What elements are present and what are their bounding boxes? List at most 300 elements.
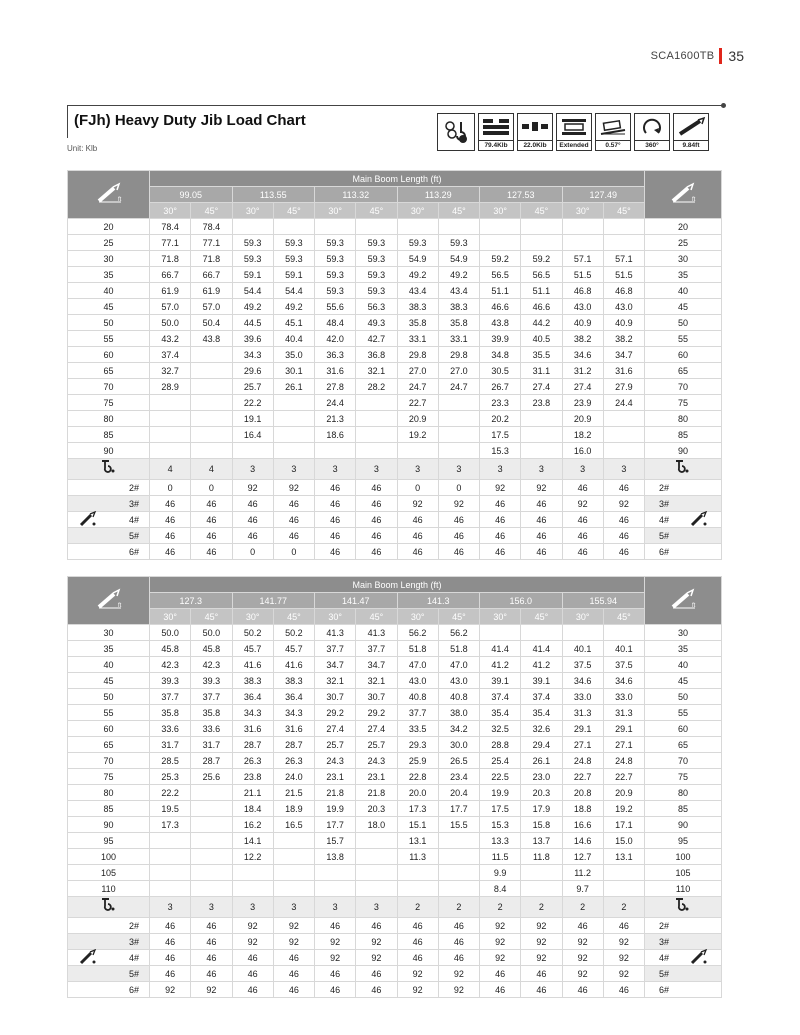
radius-cell: 105 [645, 865, 722, 881]
load-cell [521, 881, 562, 897]
load-cell [232, 443, 273, 459]
table-row [68, 379, 722, 395]
load-cell: 27.0 [438, 363, 479, 379]
load-cell: 59.3 [273, 251, 314, 267]
table-row [68, 427, 722, 443]
jib-section-cell: 92 [480, 950, 521, 966]
jib-section-cell: 46 [521, 496, 562, 512]
load-cell: 59.3 [356, 267, 397, 283]
load-cell: 38.3 [273, 673, 314, 689]
jib-section-cell: 46 [521, 544, 562, 560]
load-cell: 22.7 [562, 769, 603, 785]
jib-section-cell: 46 [191, 512, 232, 528]
radius-cell: 55 [645, 705, 722, 721]
jib-section-cell: 46 [232, 982, 273, 998]
load-cell: 37.7 [150, 689, 191, 705]
load-cell: 14.6 [562, 833, 603, 849]
jib-section-cell: 46 [191, 934, 232, 950]
table-row [68, 689, 722, 705]
load-cell: 43.4 [438, 283, 479, 299]
load-cell [191, 801, 232, 817]
load-cell: 31.7 [150, 737, 191, 753]
jib-section-cell: 46 [521, 982, 562, 998]
table-row [68, 753, 722, 769]
load-cell: 47.0 [438, 657, 479, 673]
load-cell: 33.6 [150, 721, 191, 737]
load-cell [356, 865, 397, 881]
load-cell: 15.8 [521, 817, 562, 833]
radius-cell: 25 [68, 235, 150, 251]
jib-angle-header: 45° [603, 609, 644, 625]
load-cell: 24.4 [315, 395, 356, 411]
jib-section-cell: 92 [480, 918, 521, 934]
falls-cell: 3 [150, 897, 191, 918]
jib-section-cell: 0 [397, 480, 438, 496]
load-cell: 61.9 [191, 283, 232, 299]
radius-cell: 50 [68, 315, 150, 331]
load-cell [315, 881, 356, 897]
load-cell: 43.0 [603, 299, 644, 315]
load-cell: 18.0 [356, 817, 397, 833]
load-cell: 18.2 [562, 427, 603, 443]
load-cell: 25.7 [315, 737, 356, 753]
load-cell [273, 219, 314, 235]
jib-angle-header: 30° [315, 203, 356, 219]
load-cell [315, 865, 356, 881]
load-cell: 25.4 [480, 753, 521, 769]
load-cell [356, 833, 397, 849]
load-cell: 45.7 [232, 641, 273, 657]
load-cell: 45.1 [273, 315, 314, 331]
load-cell: 37.4 [480, 689, 521, 705]
load-cell: 28.5 [150, 753, 191, 769]
table-row [68, 721, 722, 737]
load-cell [273, 411, 314, 427]
load-cell: 33.0 [562, 689, 603, 705]
load-cell: 41.6 [273, 657, 314, 673]
jib-section-cell: 46 [480, 544, 521, 560]
jib-angle-header: 45° [273, 203, 314, 219]
jib-section-cell: 92 [438, 966, 479, 982]
load-cell [521, 625, 562, 641]
load-cell: 27.0 [397, 363, 438, 379]
load-cell: 23.4 [438, 769, 479, 785]
boom-length-header: 127.49 [562, 187, 645, 203]
load-cell: 22.7 [603, 769, 644, 785]
load-cell: 43.4 [397, 283, 438, 299]
radius-cell: 75 [645, 769, 722, 785]
jib-section-cell: 46 [356, 918, 397, 934]
load-cell: 18.8 [562, 801, 603, 817]
jib-section-label: 3# [645, 934, 722, 950]
jib-parts-icon [78, 511, 98, 527]
load-cell: 19.9 [480, 785, 521, 801]
jib-section-cell: 46 [603, 982, 644, 998]
load-cell: 35.8 [191, 705, 232, 721]
jib-angle-header: 45° [438, 609, 479, 625]
load-cell: 17.3 [397, 801, 438, 817]
jib-length-icon [674, 114, 708, 140]
main-boom-length-header: Main Boom Length (ft) [150, 171, 645, 187]
radius-cell: 55 [68, 331, 150, 347]
radius-cell: 90 [68, 443, 150, 459]
load-cell: 25.3 [150, 769, 191, 785]
radius-cell: 45 [645, 299, 722, 315]
load-cell: 28.9 [150, 379, 191, 395]
load-cell: 32.1 [315, 673, 356, 689]
load-cell: 42.3 [150, 657, 191, 673]
jib-section-label: 3# [68, 934, 150, 950]
jib-section-cell: 46 [397, 544, 438, 560]
ft-label: ft [692, 196, 696, 203]
load-cell: 46.8 [562, 283, 603, 299]
radius-header-left [68, 171, 150, 219]
load-cell: 39.9 [480, 331, 521, 347]
load-cell [315, 443, 356, 459]
radius-cell: 60 [68, 347, 150, 363]
jib-section-row [68, 480, 722, 496]
load-cell: 37.7 [191, 689, 232, 705]
load-cell: 21.8 [315, 785, 356, 801]
jib-section-row [68, 496, 722, 512]
radius-cell: 60 [645, 721, 722, 737]
load-cell: 24.7 [397, 379, 438, 395]
load-cell: 56.5 [480, 267, 521, 283]
falls-cell: 2 [397, 897, 438, 918]
load-cell: 22.2 [232, 395, 273, 411]
radius-cell: 90 [645, 817, 722, 833]
table-row [68, 817, 722, 833]
load-cell: 38.3 [397, 299, 438, 315]
load-cell: 38.2 [603, 331, 644, 347]
load-cell: 54.4 [273, 283, 314, 299]
jib-section-cell: 92 [397, 496, 438, 512]
load-cell: 31.1 [521, 363, 562, 379]
radius-cell: 20 [645, 219, 722, 235]
radius-cell: 35 [68, 267, 150, 283]
radius-cell: 30 [68, 625, 150, 641]
load-cell: 34.8 [480, 347, 521, 363]
load-cell: 49.2 [232, 299, 273, 315]
radius-cell: 95 [68, 833, 150, 849]
load-cell [397, 219, 438, 235]
radius-cell: 45 [645, 673, 722, 689]
boom-radius-icon [668, 587, 698, 611]
jib-section-row [68, 966, 722, 982]
load-cell [191, 443, 232, 459]
load-cell [191, 363, 232, 379]
load-cell: 51.5 [562, 267, 603, 283]
jib-angle-header: 45° [191, 203, 232, 219]
load-cell: 20.0 [397, 785, 438, 801]
load-cell [480, 625, 521, 641]
load-cell: 48.4 [315, 315, 356, 331]
load-cell: 32.1 [356, 363, 397, 379]
radius-header-right [645, 577, 722, 625]
load-cell: 51.8 [397, 641, 438, 657]
radius-cell: 40 [68, 283, 150, 299]
jib-section-cell: 46 [315, 512, 356, 528]
jib-parts-icon [689, 511, 709, 527]
load-cell: 28.8 [480, 737, 521, 753]
jib-section-cell: 92 [521, 950, 562, 966]
load-cell: 20.9 [603, 785, 644, 801]
load-cell [191, 395, 232, 411]
radius-cell: 30 [68, 251, 150, 267]
load-cell: 32.7 [150, 363, 191, 379]
jib-section-cell: 92 [521, 480, 562, 496]
jib-section-label: 3# [645, 496, 722, 512]
load-cell: 50.0 [191, 625, 232, 641]
jib-section-cell: 46 [603, 544, 644, 560]
load-cell: 27.4 [315, 721, 356, 737]
counterweight-spec [478, 113, 514, 151]
load-cell: 22.2 [150, 785, 191, 801]
radius-cell: 30 [645, 251, 722, 267]
load-cell: 43.8 [191, 331, 232, 347]
jib-section-cell: 46 [480, 496, 521, 512]
load-cell: 37.5 [603, 657, 644, 673]
jib-section-cell: 46 [232, 512, 273, 528]
boom-length-header: 141.77 [232, 593, 315, 609]
jib-angle-header: 45° [191, 609, 232, 625]
jib-section-cell: 46 [273, 966, 314, 982]
jib-section-cell: 92 [480, 934, 521, 950]
jib-section-cell: 46 [356, 512, 397, 528]
load-cell: 56.2 [438, 625, 479, 641]
radius-cell: 75 [645, 395, 722, 411]
load-cell: 30.7 [356, 689, 397, 705]
load-cell: 22.5 [480, 769, 521, 785]
load-cell: 24.8 [603, 753, 644, 769]
load-cell: 39.3 [150, 673, 191, 689]
boom-length-header: 113.55 [232, 187, 315, 203]
load-cell: 26.1 [273, 379, 314, 395]
jib-section-cell: 92 [356, 950, 397, 966]
load-cell: 56.2 [397, 625, 438, 641]
load-cell: 40.8 [438, 689, 479, 705]
load-cell: 31.3 [562, 705, 603, 721]
jib-section-cell: 92 [273, 934, 314, 950]
jib-section-label: 4# [68, 950, 150, 966]
ft-label: ft [117, 196, 121, 203]
jib-section-row [68, 544, 722, 560]
table-row [68, 411, 722, 427]
jib-section-cell: 46 [356, 544, 397, 560]
boom-length-header: 156.0 [480, 593, 563, 609]
jib-section-label: 4# [68, 512, 150, 528]
load-cell: 54.9 [397, 251, 438, 267]
load-cell [438, 833, 479, 849]
jib-angle-header: 30° [397, 203, 438, 219]
load-cell: 54.9 [438, 251, 479, 267]
load-cell [273, 849, 314, 865]
load-cell: 34.7 [315, 657, 356, 673]
load-cell: 57.1 [562, 251, 603, 267]
load-cell: 41.6 [232, 657, 273, 673]
load-cell: 29.2 [315, 705, 356, 721]
jib-section-cell: 46 [273, 512, 314, 528]
load-cell: 16.2 [232, 817, 273, 833]
load-cell [438, 411, 479, 427]
load-cell: 43.0 [562, 299, 603, 315]
table-row [68, 251, 722, 267]
table-row [68, 865, 722, 881]
load-cell: 44.2 [521, 315, 562, 331]
load-cell [562, 219, 603, 235]
load-cell [562, 235, 603, 251]
load-cell: 51.1 [521, 283, 562, 299]
crawler-extended-spec [556, 113, 592, 151]
jib-section-cell: 46 [150, 512, 191, 528]
jib-section-label: 5# [68, 528, 150, 544]
load-cell: 41.3 [315, 625, 356, 641]
jib-section-cell: 46 [397, 950, 438, 966]
jib-section-cell: 46 [315, 918, 356, 934]
load-cell: 43.8 [480, 315, 521, 331]
radius-cell: 75 [68, 395, 150, 411]
jib-section-cell: 0 [150, 480, 191, 496]
jib-section-cell: 46 [232, 966, 273, 982]
jib-section-cell: 46 [150, 544, 191, 560]
load-cell: 49.3 [356, 315, 397, 331]
jib-section-cell: 46 [315, 544, 356, 560]
load-cell: 34.7 [356, 657, 397, 673]
jib-section-label: 5# [645, 966, 722, 982]
load-cell: 38.0 [438, 705, 479, 721]
radius-cell: 80 [68, 411, 150, 427]
load-cell: 54.4 [232, 283, 273, 299]
load-cell: 31.2 [562, 363, 603, 379]
load-cell [191, 379, 232, 395]
tilt-angle-spec [595, 113, 631, 151]
jib-angle-header: 30° [232, 609, 273, 625]
jib-section-cell: 46 [603, 528, 644, 544]
load-cell: 29.6 [232, 363, 273, 379]
jib-section-cell: 0 [273, 544, 314, 560]
boom-length-header: 113.29 [397, 187, 480, 203]
table-row [68, 315, 722, 331]
load-cell [191, 849, 232, 865]
jib-section-cell: 46 [191, 966, 232, 982]
load-cell [150, 411, 191, 427]
load-cell: 50.0 [150, 315, 191, 331]
load-cell: 37.7 [315, 641, 356, 657]
tilt-caption: 0.57° [596, 140, 630, 150]
falls-cell: 2 [480, 897, 521, 918]
jib-section-label: 6# [68, 982, 150, 998]
load-cell: 11.8 [521, 849, 562, 865]
load-cell [603, 625, 644, 641]
table-row [68, 625, 722, 641]
load-cell: 27.1 [603, 737, 644, 753]
load-cell: 19.9 [315, 801, 356, 817]
load-cell: 31.6 [603, 363, 644, 379]
load-cell: 21.3 [315, 411, 356, 427]
jib-section-cell: 92 [562, 966, 603, 982]
rotation-360-icon [635, 114, 669, 140]
load-cell: 40.9 [562, 315, 603, 331]
load-cell [150, 881, 191, 897]
jib-section-cell: 92 [397, 966, 438, 982]
load-cell [356, 427, 397, 443]
load-cell: 35.5 [521, 347, 562, 363]
radius-cell: 60 [645, 347, 722, 363]
load-chart-table-1 [67, 170, 722, 560]
load-cell: 16.5 [273, 817, 314, 833]
jib-section-cell: 46 [521, 528, 562, 544]
jib-section-cell: 46 [562, 480, 603, 496]
load-cell: 29.1 [603, 721, 644, 737]
load-cell [191, 347, 232, 363]
load-cell: 13.7 [521, 833, 562, 849]
load-cell: 59.3 [356, 283, 397, 299]
jib-section-row [68, 528, 722, 544]
jib-angle-header: 45° [438, 203, 479, 219]
load-cell: 34.6 [562, 347, 603, 363]
table-row [68, 881, 722, 897]
jib-section-cell: 46 [232, 950, 273, 966]
load-cell: 23.1 [315, 769, 356, 785]
jib-section-cell: 46 [438, 950, 479, 966]
table-row [68, 785, 722, 801]
radius-cell: 60 [68, 721, 150, 737]
jib-section-cell: 92 [603, 934, 644, 950]
jib-section-cell: 46 [191, 496, 232, 512]
hook-falls-label [68, 897, 150, 918]
jib-section-cell: 46 [480, 966, 521, 982]
jib-section-row [68, 918, 722, 934]
load-cell: 33.6 [191, 721, 232, 737]
jib-angle-header: 30° [150, 609, 191, 625]
load-cell: 34.3 [273, 705, 314, 721]
radius-cell: 90 [68, 817, 150, 833]
jib-section-cell: 46 [562, 512, 603, 528]
load-cell: 28.7 [232, 737, 273, 753]
load-cell: 57.0 [191, 299, 232, 315]
load-cell: 59.3 [273, 235, 314, 251]
main-boom-length-header: Main Boom Length (ft) [150, 577, 645, 593]
jib-section-cell: 92 [315, 934, 356, 950]
load-cell: 8.4 [480, 881, 521, 897]
load-cell: 31.7 [191, 737, 232, 753]
load-cell: 41.2 [480, 657, 521, 673]
jib-section-cell: 46 [191, 544, 232, 560]
boom-length-header: 141.47 [315, 593, 398, 609]
load-cell [356, 411, 397, 427]
table-row [68, 673, 722, 689]
radius-cell: 100 [68, 849, 150, 865]
load-cell: 47.0 [397, 657, 438, 673]
jib-parts-icon [689, 949, 709, 965]
load-cell [397, 865, 438, 881]
load-cell: 50.2 [273, 625, 314, 641]
load-cell: 40.1 [603, 641, 644, 657]
jib-section-cell: 92 [232, 918, 273, 934]
jib-section-label: 4# [645, 512, 722, 528]
load-cell: 12.7 [562, 849, 603, 865]
hook-falls-icon [675, 460, 691, 474]
table-row [68, 657, 722, 673]
jib-section-cell: 46 [480, 982, 521, 998]
load-cell [356, 443, 397, 459]
load-cell: 30.7 [315, 689, 356, 705]
jib-section-label: 3# [68, 496, 150, 512]
jib-angle-header: 45° [356, 609, 397, 625]
falls-cell: 4 [150, 459, 191, 480]
load-cell [438, 443, 479, 459]
load-cell: 51.5 [603, 267, 644, 283]
